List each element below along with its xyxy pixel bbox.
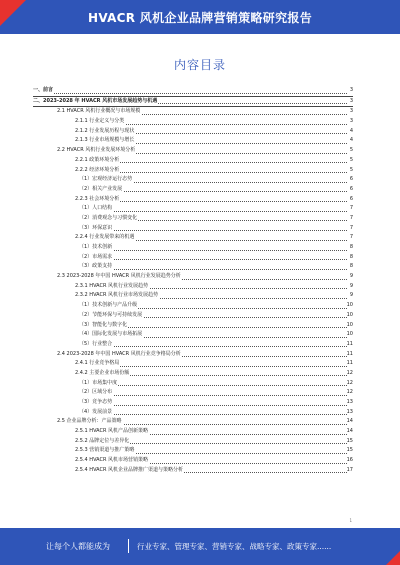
toc-entry[interactable] xyxy=(33,311,353,321)
toc-leader-dots xyxy=(79,262,347,270)
toc-entry[interactable] xyxy=(33,243,353,253)
toc-entry-page: 11 xyxy=(346,350,353,357)
toc-entry[interactable] xyxy=(33,379,353,389)
toc-entry-label: （1）技术创新与产品升级 xyxy=(79,301,138,311)
toc-entry-page: 7 xyxy=(349,224,353,231)
toc-heading: 内容目录 xyxy=(173,58,226,72)
toc-entry-label: （3）政策支持 xyxy=(79,262,113,272)
toc-entry[interactable] xyxy=(33,272,353,282)
toc-entry-label: （4）国际化发展与市场拓展 xyxy=(79,330,143,340)
toc-entry-label: 2.5 企业品牌分析：产品策略 xyxy=(57,417,123,427)
toc-entry-label: （1）宏观经济运行态势 xyxy=(79,175,133,185)
toc-entry[interactable] xyxy=(33,446,353,456)
toc-entry-label: 2.5.4 HVACR 风机企业品牌推广渠道与策略分析 xyxy=(75,466,184,476)
toc-entry-label: 二、2023-2028 年 HVACR 风机市场发展趋势与机遇 xyxy=(33,97,158,107)
toc-entry[interactable] xyxy=(33,408,353,418)
table-of-contents xyxy=(33,86,353,476)
toc-entry-page: 16 xyxy=(346,457,353,464)
toc-entry-page: 10 xyxy=(346,311,353,318)
toc-leader-dots xyxy=(79,388,347,396)
toc-entry[interactable] xyxy=(33,350,353,360)
toc-entry-page: 9 xyxy=(349,273,353,280)
toc-entry-label: 2.4.1 行业竞争格局 xyxy=(75,359,120,369)
toc-entry[interactable] xyxy=(33,456,353,466)
footer-tagline: 行业专家、管理专家、营销专家、战略专家、政策专家...... xyxy=(137,542,332,551)
toc-entry[interactable] xyxy=(33,359,353,369)
toc-entry-page: 10 xyxy=(346,331,353,338)
toc-entry-label: 2.3 2023-2028 年中国 HVACR 风机行业发展趋势分析 xyxy=(57,272,182,282)
toc-leader-dots xyxy=(79,398,347,406)
toc-entry-page: 6 xyxy=(349,195,353,202)
toc-entry[interactable] xyxy=(33,388,353,398)
toc-leader-dots xyxy=(79,204,347,212)
toc-entry-page: 7 xyxy=(349,234,353,241)
toc-entry[interactable] xyxy=(33,291,353,301)
toc-entry-label: （1）市场集中度 xyxy=(79,379,118,389)
toc-entry-page: 5 xyxy=(349,166,353,173)
toc-entry-label: 2.2.3 社会环境分析 xyxy=(75,195,120,205)
toc-entry-page: 8 xyxy=(349,253,353,260)
toc-entry-label: 2.1 HVACR 风机行业概况与市场规模 xyxy=(57,107,141,117)
toc-entry-label: 2.5.3 营销渠道与推广策略 xyxy=(75,446,135,456)
toc-entry-label: （2）消费观念与习惯变化 xyxy=(79,214,138,224)
page-footer xyxy=(0,528,400,565)
footer-divider xyxy=(128,539,129,553)
toc-entry-label: （2）节能环保与可持续发展 xyxy=(79,311,143,321)
toc-leader-dots xyxy=(79,253,347,261)
toc-entry[interactable] xyxy=(33,127,353,137)
toc-entry[interactable] xyxy=(33,262,353,272)
toc-entry[interactable] xyxy=(33,146,353,156)
toc-entry-label: 2.5.2 品牌定位与差异化 xyxy=(75,437,130,447)
page-header xyxy=(0,0,400,34)
toc-entry-label: （3）环保意识 xyxy=(79,224,113,234)
toc-entry[interactable] xyxy=(33,136,353,146)
toc-entry-label: （2）市场需求 xyxy=(79,253,113,263)
toc-entry-label: （2）相关产业发展 xyxy=(79,185,123,195)
toc-entry-label: （3）竞争态势 xyxy=(79,398,113,408)
toc-entry[interactable] xyxy=(33,233,353,243)
toc-entry[interactable] xyxy=(33,321,353,331)
toc-entry-label: 2.2.4 行业发展带来的机遇 xyxy=(75,233,135,243)
toc-entry[interactable] xyxy=(33,330,353,340)
toc-entry-label: （1）人口结构 xyxy=(79,204,113,214)
toc-entry[interactable] xyxy=(33,204,353,214)
toc-entry-label: 2.3.1 HVACR 风机行业发展趋势 xyxy=(75,282,149,292)
toc-entry[interactable] xyxy=(33,97,353,108)
toc-entry-label: 2.4 2023-2028 年中国 HVACR 风机行业竞争格局分析 xyxy=(57,350,182,360)
toc-entry-page: 12 xyxy=(346,369,353,376)
toc-entry[interactable] xyxy=(33,282,353,292)
toc-entry-page: 15 xyxy=(346,447,353,454)
toc-entry[interactable] xyxy=(33,156,353,166)
toc-entry[interactable] xyxy=(33,301,353,311)
toc-entry-label: （5）行业整合 xyxy=(79,340,113,350)
toc-entry[interactable] xyxy=(33,117,353,127)
toc-entry-label: 2.2 HVACR 风机行业发展环境分析 xyxy=(57,146,136,156)
toc-entry-page: 3 xyxy=(349,108,353,115)
toc-entry-label: （3）智能化与数字化 xyxy=(79,321,128,331)
toc-entry-page: 14 xyxy=(346,428,353,435)
toc-entry[interactable] xyxy=(33,340,353,350)
toc-entry-page: 11 xyxy=(346,340,353,347)
toc-entry-label: 2.3.2 HVACR 风机行业市场发展趋势 xyxy=(75,291,159,301)
toc-entry-page: 8 xyxy=(349,263,353,270)
toc-entry[interactable] xyxy=(33,166,353,176)
toc-entry[interactable] xyxy=(33,427,353,437)
toc-entry-label: 2.1.1 行业定义与分类 xyxy=(75,117,125,127)
toc-entry[interactable] xyxy=(33,398,353,408)
toc-entry-label: 2.5.4 HVACR 风机市场营销策略 xyxy=(75,456,149,466)
toc-entry-page: 9 xyxy=(349,282,353,289)
toc-entry[interactable] xyxy=(33,214,353,224)
toc-leader-dots xyxy=(79,243,347,251)
toc-entry-page: 6 xyxy=(349,176,353,183)
toc-entry-page: 3 xyxy=(349,118,353,125)
toc-leader-dots xyxy=(79,340,347,348)
toc-entry-page: 6 xyxy=(349,185,353,192)
toc-entry[interactable] xyxy=(33,86,353,97)
toc-leader-dots xyxy=(79,408,347,416)
toc-leader-dots xyxy=(33,86,347,94)
toc-entry-page: 12 xyxy=(346,389,353,396)
toc-entry-label: 2.4.2 主要企业市场份额 xyxy=(75,369,130,379)
toc-entry-page: 5 xyxy=(349,156,353,163)
toc-entry-label: （2）区域分布 xyxy=(79,388,113,398)
toc-entry-page: 17 xyxy=(346,466,353,473)
toc-entry-label: 2.2.2 经济环境分析 xyxy=(75,166,120,176)
toc-entry-page: 7 xyxy=(349,205,353,212)
toc-entry-page: 3 xyxy=(349,87,353,93)
toc-leader-dots xyxy=(79,224,347,232)
toc-entry-page: 12 xyxy=(346,379,353,386)
toc-entry-label: 一、前言 xyxy=(33,86,54,96)
page-number: 1 xyxy=(349,518,352,523)
toc-entry[interactable] xyxy=(33,195,353,205)
toc-entry-page: 4 xyxy=(349,127,353,134)
toc-entry-page: 11 xyxy=(346,360,353,367)
toc-entry[interactable] xyxy=(33,224,353,234)
toc-entry[interactable] xyxy=(33,185,353,195)
toc-entry[interactable] xyxy=(33,417,353,427)
toc-entry-label: 2.5.1 HVACR 风机产品创新策略 xyxy=(75,427,149,437)
toc-entry-label: 2.1.2 行业发展历程与现状 xyxy=(75,127,135,137)
toc-entry-page: 8 xyxy=(349,244,353,250)
toc-entry[interactable] xyxy=(33,253,353,263)
toc-entry-page: 10 xyxy=(346,321,353,328)
toc-entry-page: 3 xyxy=(349,97,353,104)
toc-entry-label: 2.2.1 政策环境分析 xyxy=(75,156,120,166)
toc-entry-page: 7 xyxy=(349,214,353,221)
toc-entry-label: 2.1.3 行业市场规模与增长 xyxy=(75,136,135,146)
toc-entry[interactable] xyxy=(33,175,353,185)
toc-entry[interactable] xyxy=(33,437,353,447)
toc-entry[interactable] xyxy=(33,369,353,379)
toc-entry-page: 9 xyxy=(349,292,353,299)
toc-entry-page: 13 xyxy=(346,408,353,415)
toc-entry-page: 14 xyxy=(346,418,353,425)
toc-entry-page: 13 xyxy=(346,399,353,405)
toc-entry-label: （1）技术创新 xyxy=(79,243,113,253)
toc-entry[interactable] xyxy=(33,466,353,476)
toc-entry[interactable] xyxy=(33,107,353,117)
footer-slogan: 让每个人都能成为 xyxy=(46,542,110,551)
toc-entry-label: （4）发展前景 xyxy=(79,408,113,418)
toc-entry-page: 10 xyxy=(346,302,353,309)
toc-entry-page: 5 xyxy=(349,147,353,154)
toc-leader-dots xyxy=(79,379,347,387)
toc-entry-page: 15 xyxy=(346,437,353,444)
toc-entry-page: 4 xyxy=(349,137,353,144)
report-title: HVACR 风机企业品牌营销策略研究报告 xyxy=(87,11,313,25)
footer-corner-accent xyxy=(386,551,400,565)
